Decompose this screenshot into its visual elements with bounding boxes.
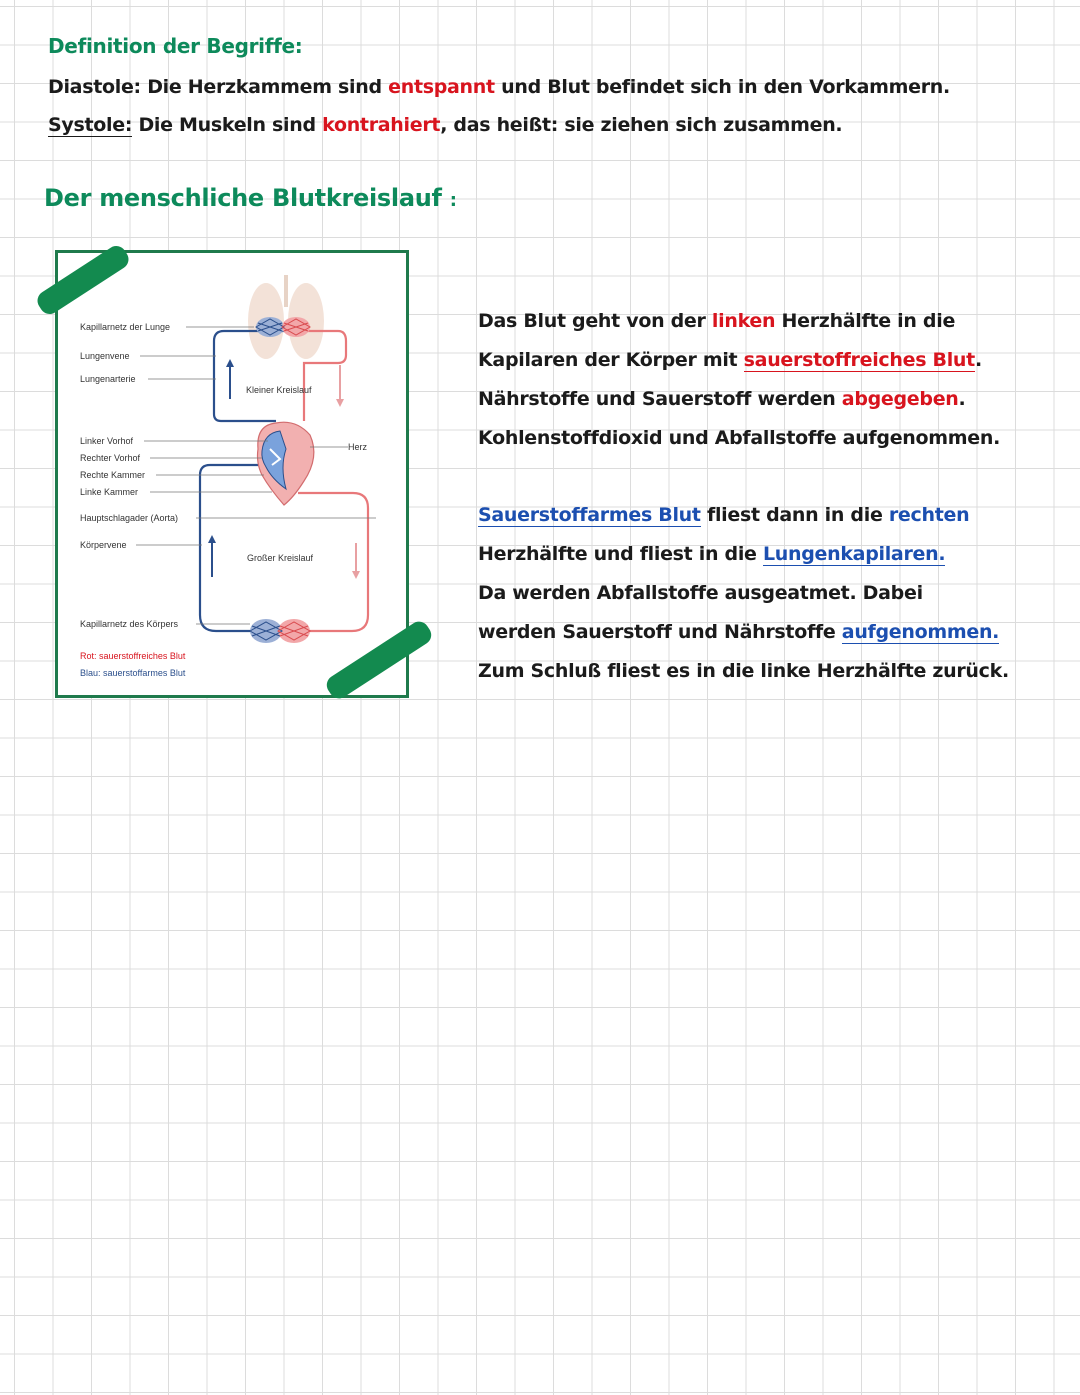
systole-highlight: kontrahiert [322,114,441,136]
label-linke-kammer: Linke Kammer [80,487,139,497]
diastole-definition [48,76,950,98]
paragraph2-line2: Herzhälfte und fliest in die Lungenkapilaren. [478,543,946,565]
downward-arrow-icon [336,365,344,407]
label-kapillarnetz-lunge: Kapillarnetz der Lunge [80,322,171,332]
label-linker-vorhof: Linker Vorhof [80,436,134,446]
legend-blue: Blau: sauerstoffarmes Blut [80,668,186,678]
paragraph2-line4: werden Sauerstoff und Nährstoffe aufgenommen. [478,621,1000,643]
label-lungenvene: Lungenvene [80,351,130,361]
circulation-heading-colon: : [449,190,457,211]
body-capillary-icon [250,619,310,643]
highlight-lungenkapilaren: Lungenkapilaren. [762,543,946,565]
highlight-linken: linken [711,310,776,332]
upward-arrow-icon [226,359,234,399]
systole-term: Systole: [48,114,133,136]
highlight-aufgenommen: aufgenommen. [841,621,1000,643]
circulation-heading [44,184,457,212]
paragraph1-line1: Das Blut geht von der linken Herzhälfte in die [478,310,956,332]
systole-text-1: Die Muskeln sind [138,114,316,136]
paragraph-oxygen-rich [478,302,1068,458]
diastole-text-1: Die Herzkammem sind [147,76,382,98]
highlight-abgegeben: abgegeben [841,388,959,410]
paragraph-oxygen-poor [478,496,1068,691]
highlight-sauerstoffreiches-blut: sauerstoffreiches Blut [743,349,975,371]
definitions-heading: Definition der Begriffe: [48,34,303,58]
downward-arrow-icon [352,543,360,579]
label-kapillarnetz-koerper: Kapillarnetz des Körpers [80,619,179,629]
highlight-rechten: rechten [888,504,970,526]
circulation-diagram-graphic [58,253,406,695]
paragraph2-line3: Da werden Abfallstoffe ausgeatmet. Dabei [478,582,923,604]
label-kleiner-kreislauf: Kleiner Kreislauf [246,385,312,395]
circulation-heading-text: Der menschliche Blutkreislauf [44,184,442,212]
lungs-icon [248,275,324,359]
upward-arrow-icon [208,535,216,577]
diastole-highlight: entspannt [388,76,495,98]
systole-text-2: , das heißt: sie ziehen sich zusammen. [440,114,843,136]
legend-red: Rot: sauerstoffreiches Blut [80,651,186,661]
paragraph2-line5: Zum Schluß fliest es in die linke Herzhälfte zurück. [478,660,1009,682]
diastole-text-2: und Blut befindet sich in den Vorkammern. [501,76,950,98]
label-herz: Herz [348,442,368,452]
label-rechter-vorhof: Rechter Vorhof [80,453,141,463]
label-aorta: Hauptschlagader (Aorta) [80,513,179,523]
diastole-term: Diastole: [48,76,141,98]
systole-definition [48,114,842,136]
label-lungenarterie: Lungenarterie [80,374,136,384]
label-koerpervene: Körpervene [80,540,127,550]
label-grosser-kreislauf: Großer Kreislauf [247,553,314,563]
paragraph1-line4: Kohlenstoffdioxid und Abfallstoffe aufgenommen. [478,427,1000,449]
paragraph2-line1: Sauerstoffarmes Blut fliest dann in die rechten [478,504,970,526]
paragraph1-line2: Kapilaren der Körper mit sauerstoffreiches Blut. [478,349,982,371]
paragraph1-line3: Nährstoffe und Sauerstoff werden abgegeben. [478,388,966,410]
circulation-diagram [55,250,409,698]
highlight-sauerstoffarmes-blut: Sauerstoffarmes Blut [478,504,701,526]
label-rechte-kammer: Rechte Kammer [80,470,146,480]
